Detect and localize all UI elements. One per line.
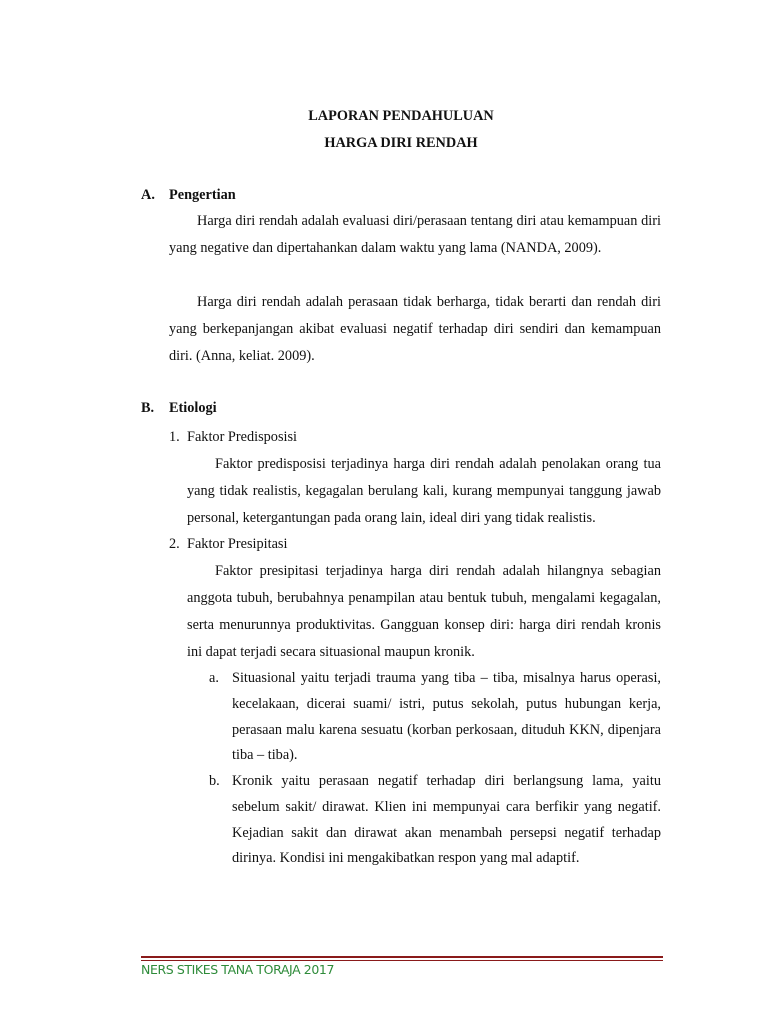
document-subtitle: HARGA DIRI RENDAH	[324, 135, 478, 151]
list-item-title: Faktor Predisposisi	[187, 429, 298, 445]
list-item-title: Faktor Presipitasi	[187, 536, 288, 552]
paragraph-predisposisi: Faktor predisposisi terjadinya harga diri rendah adalah penolakan orang tua yang tidak realistis, kegagalan berulang kali, kurang mempunyai tanggung jawab personal, ketergantungan pada orang lain, ideal diri yang tidak realistis.	[187, 456, 661, 526]
section-letter: B.	[141, 400, 155, 416]
section-title: Etiologi	[169, 400, 217, 416]
footer-text: NERS STIKES TANA TORAJA 2017	[141, 962, 334, 977]
document-title: LAPORAN PENDAHULUAN	[308, 108, 494, 124]
sub-list-label: b.	[209, 773, 220, 789]
section-heading-pengertian	[141, 187, 661, 204]
footer-rule-thin	[141, 960, 663, 961]
footer-rule	[141, 956, 663, 958]
list-item-heading	[169, 536, 287, 553]
section-letter: A.	[141, 187, 155, 203]
section-heading-etiologi	[141, 400, 661, 417]
list-item-number: 2.	[169, 536, 180, 552]
sub-list-item	[209, 769, 661, 872]
paragraph-definition-2: Harga diri rendah adalah perasaan tidak berharga, tidak berarti dan rendah diri yang berkepanjangan akibat evaluasi negatif terhadap diri sendiri dan kemampuan diri. (Anna, keliat. 2009).	[169, 294, 661, 364]
sub-list-text: Kronik yaitu perasaan negatif terhadap diri berlangsung lama, yaitu sebelum sakit/ dirawat. Klien ini mempunyai cara berfikir yang negatif. Kejadian sakit dan dirawat akan menambah persepsi negatif terhadap dirinya. Kondisi ini mengakibatkan respon yang mal adaptif.	[232, 773, 661, 867]
sub-list-text: Situasional yaitu terjadi trauma yang tiba – tiba, misalnya harus operasi, kecelakaan, dicerai suami/ istri, putus sekolah, putus hubungan kerja, perasaan malu karena sesuatu (korban perkosaan, dituduh KKN, dipenjara tiba – tiba).	[232, 670, 661, 764]
section-title: Pengertian	[169, 187, 236, 203]
sub-list-item	[209, 666, 661, 769]
paragraph-definition-1: Harga diri rendah adalah evaluasi diri/perasaan tentang diri atau kemampuan diri yang negative dan dipertahankan dalam waktu yang lama (NANDA, 2009).	[169, 213, 661, 256]
list-item-heading	[169, 429, 297, 446]
paragraph-presipitasi: Faktor presipitasi terjadinya harga diri rendah adalah hilangnya sebagian anggota tubuh, berubahnya penampilan atau bentuk tubuh, mengalami kegagalan, serta menurunnya produktivitas. Gangguan konsep diri: harga diri rendah kronis ini dapat terjadi secara situasional maupun kronik.	[187, 563, 661, 660]
sub-list-label: a.	[209, 670, 219, 686]
list-item-number: 1.	[169, 429, 180, 445]
